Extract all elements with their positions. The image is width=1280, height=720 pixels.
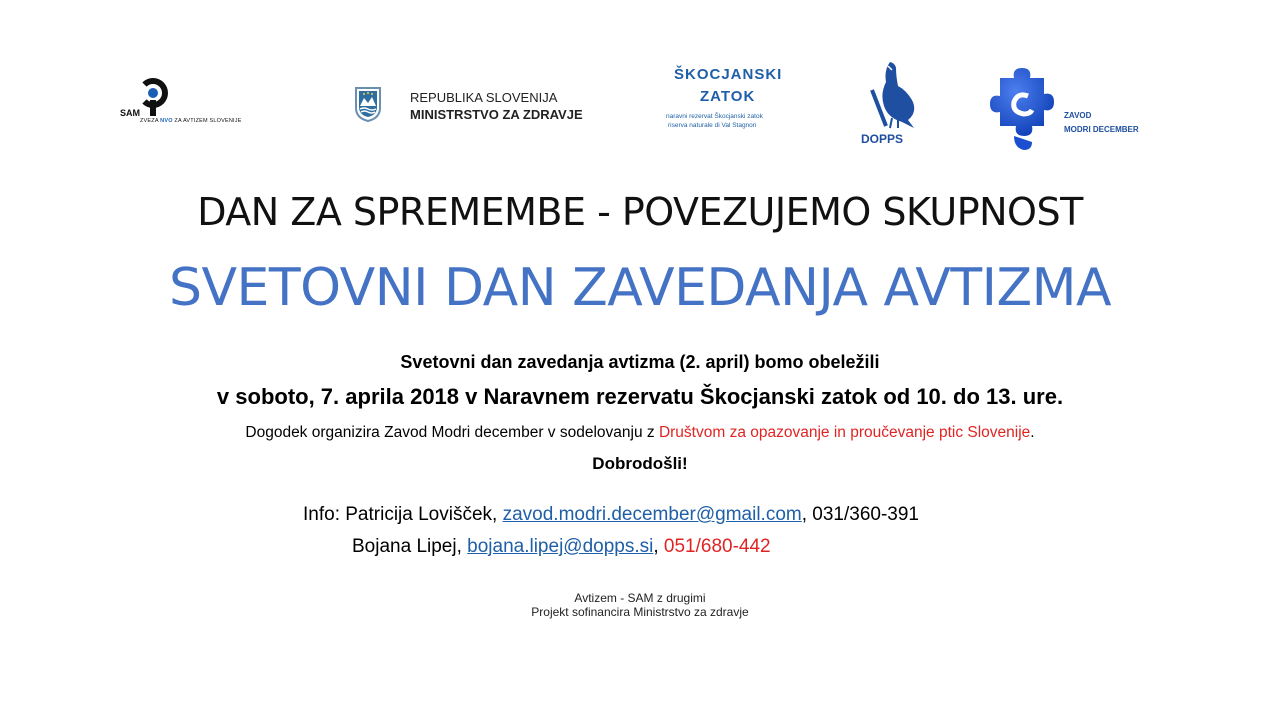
contact-2-email-link[interactable]: bojana.lipej@dopps.si bbox=[467, 536, 654, 557]
contact-1-email-link[interactable]: zavod.modri.december@gmail.com bbox=[502, 504, 802, 525]
sam-logo bbox=[120, 78, 240, 128]
modri-december-line1: ZAVOD bbox=[1064, 111, 1092, 120]
body-line-1: Svetovni dan zavedanja avtizma (2. april) bomo obeležili bbox=[400, 352, 880, 372]
contact-2-phone: 051/680-442 bbox=[663, 536, 771, 557]
footer-line-1: Avtizem - SAM z drugimi bbox=[574, 591, 706, 605]
heading-title: DAN ZA SPREMEMBE - POVEZUJEMO SKUPNOST bbox=[197, 190, 1083, 234]
republika-line1: REPUBLIKA SLOVENIJA bbox=[410, 90, 558, 105]
welcome-text: Dobrodošli! bbox=[592, 454, 688, 473]
contact-1-phone: , 031/360-391 bbox=[801, 504, 919, 525]
dopps-organisation-name: Društvom za opazovanje in proučevanje ptic Slovenije bbox=[658, 424, 1031, 441]
modri-december-logo bbox=[984, 64, 1164, 154]
sam-abbr: SAM bbox=[120, 108, 140, 118]
sam-subtitle bbox=[140, 118, 242, 124]
sam-dot-icon bbox=[148, 88, 158, 98]
body-line-2: v soboto, 7. aprila 2018 v Naravnem rezervatu Škocjanski zatok od 10. do 13. ure. bbox=[216, 384, 1064, 409]
modri-december-line2: MODRI DECEMBER bbox=[1064, 125, 1139, 134]
republika-line2: MINISTRSTVO ZA ZDRAVJE bbox=[410, 107, 583, 122]
sam-stem-icon bbox=[150, 100, 156, 116]
skocjanski-zatok-logo bbox=[664, 66, 794, 136]
sam-sub-suffix: ZA AVTIZEM SLOVENIJE bbox=[172, 118, 242, 124]
sam-sub-prefix: ZVEZA bbox=[140, 118, 161, 124]
contact-2-separator: , bbox=[653, 536, 664, 557]
info-contact-2 bbox=[352, 536, 771, 558]
footer-line-2: Projekt sofinancira Ministrstvo za zdravje bbox=[531, 605, 749, 619]
dopps-text: DOPPS bbox=[861, 132, 904, 146]
body-line-3-prefix: Dogodek organizira Zavod Modri december v sodelovanju z bbox=[245, 424, 659, 441]
body-line-3 bbox=[0, 424, 1280, 442]
dopps-logo bbox=[858, 60, 928, 150]
skocjanski-line2: ZATOK bbox=[700, 88, 756, 105]
body-line-3-suffix: . bbox=[1030, 424, 1035, 441]
skocjanski-sub1: naravni rezervat Škocjanski zatok bbox=[666, 113, 763, 120]
info-contact-1 bbox=[303, 504, 919, 526]
heading-subtitle: SVETOVNI DAN ZAVEDANJA AVTIZMA bbox=[168, 258, 1112, 318]
sam-sub-highlight: NVO bbox=[160, 118, 173, 124]
contact-1-name: Info: Patricija Lovišček, bbox=[303, 504, 503, 525]
puzzle-piece-icon bbox=[984, 64, 1056, 152]
coat-of-arms-icon bbox=[354, 86, 382, 122]
bird-icon bbox=[862, 60, 922, 130]
republika-slovenija-logo bbox=[354, 86, 594, 126]
contact-2-name: Bojana Lipej, bbox=[352, 536, 468, 557]
skocjanski-sub2: riserva naturale di Val Stagnon bbox=[668, 122, 757, 129]
skocjanski-line1: ŠKOCJANSKI bbox=[674, 66, 783, 83]
